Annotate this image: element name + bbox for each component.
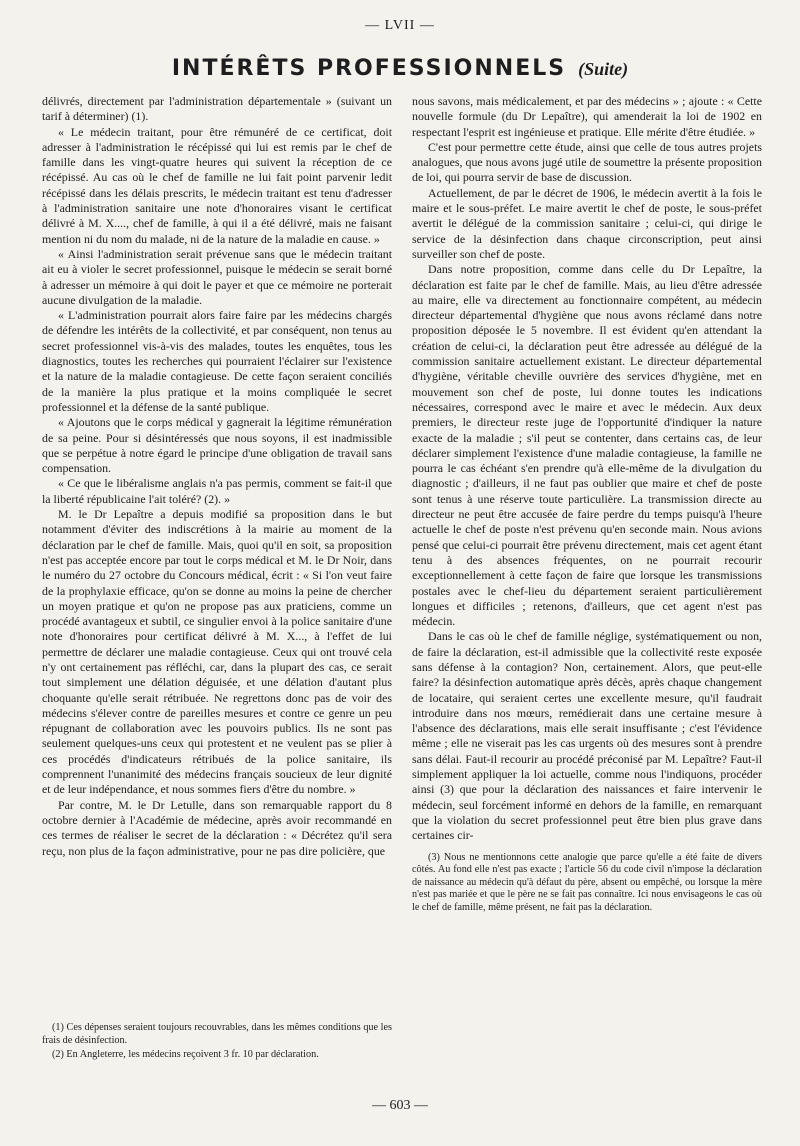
paragraph: « Ainsi l'administration serait prévenue sans que le médecin traitant ait eu à violer le secret professionnel, puisque le médecin se serait borné à adresser un mémoire à qui doit le payer et que ce mémoire ne porterait aucune divulgation de la maladie. xyxy=(42,246,392,307)
paragraph: C'est pour permettre cette étude, ainsi que celle de tous autres projets analogues, que nous avons jugé utile de soumettre la présente proposition de loi, qui pourra servir de base de discussion. xyxy=(412,139,762,185)
section-title-suffix: (Suite) xyxy=(578,59,629,79)
paragraph: « Ce que le libéralisme anglais n'a pas permis, comment se fait-il que la liberté républicaine l'ait toléré? (2). » xyxy=(42,476,392,506)
page-number-roman: — LVII — xyxy=(365,18,435,33)
paragraph: « L'administration pourrait alors faire faire par les médecins chargés de défendre les intérêts de la collectivité, et par conséquent, non tenus au secret professionnel vis-à-vis des malades, toutes les enquêtes, tous les diagnostics, toutes les recherches qui pourraient l'éclairer sur l'existence et la nature de la maladie contagieuse. De cette façon seraient conciliés de la manière la plus pratique et la moins compliquée le secret professionnel et la défense de la santé publique. xyxy=(42,308,392,414)
section-title: INTÉRÊTS PROFESSIONNELS xyxy=(171,56,567,81)
paragraph: « Le médecin traitant, pour être rémunéré de ce certificat, doit adresser à l'administration le récépissé qui lui est remis par le chef de famille dans les vingt-quatre heures qui suivent la réception de ce récépissé. Au cas où le chef de famille ne lui fait point parvenir ledit récépissé dans les délais prescrits, le médecin traitant est tenu d'adresser à l'administration sanitaire une note d'honoraires visant le certificat délivré à M. X...., chef de famille, à qui il a été délivré, mais ne faisant mention ni du nom du malade, ni de la nature de la maladie en cause. » xyxy=(42,124,392,246)
paragraph: nous savons, mais médicalement, et par des médecins » ; ajoute : « Cette nouvelle formule (du Dr Lepaître), qui amenderait la loi de 1902 en respectant l'esprit est ingénieuse et pratique. Elle mérite d'être étudiée. » xyxy=(412,94,762,139)
paragraph: M. le Dr Lepaître a depuis modifié sa proposition dans le but notamment d'éviter des indiscrétions à la mairie au moment de la déclaration par le chef de famille. Mais, quoi qu'il en soit, sa proposition n'est pas acceptée encore par tout le corps médical et M. le Dr Noir, dans le numéro du 27 octobre du Concours médical, écrit : « Si l'on veut faire de la prophylaxie efficace, qu'on se donne au moins la peine de chercher un moyen pratique et qu'on ne propose pas aux praticiens, comme un procédé avantageux et subtil, ce singulier envoi à la police sanitaire d'une note d'honoraires pour certificat délivré à M. X..., à l'effet de lui permettre de déclarer une maladie contagieuse. Ceux qui ont trouvé cela n'y ont certainement pas réfléchi, car, dans la plupart des cas, ce serait tout simplement une délation déguisée, et une délation d'autant plus choquante qu'elle serait rétribuée. Ne regrettons donc pas de voir des médecins s'élever contre de pareilles mesures et contre ce genre un peu répugnant de collaboration avec les pouvoirs publics. Ils ne sont pas seulement quelques-uns ceux qui protestent et ne veulent pas se plier à ces procédés d'indicateurs rétribués de la police sanitaire, ils comprennent l'unanimité des médecins français soucieux de leur dignité et de leur indépendance, et nous sommes fiers d'être du nombre. » xyxy=(42,507,392,797)
paragraph: Par contre, M. le Dr Letulle, dans son remarquable rapport du 8 octobre dernier à l'Académie de médecine, après avoir recommandé en ces termes de réaliser le secret de la déclaration : « Décrétez qu'il sera reçu, non plus de la façon administrative, pour ne pas dire policière, que xyxy=(42,797,392,858)
paragraph: Dans le cas où le chef de famille néglige, systématiquement ou non, de faire la déclaration, est-il admissible que la collectivité reste exposée sans défense à la contagion? Non, certainement. Alors, que peut-elle faire? la désinfection automatique après décès, après chaque changement de locataire, qui seraient certes une excellente mesure, qu'il faudrait introduire dans nos mœurs, remédierait dans une certaine mesure à l'absence des déclarations, mais elle serait insuffisante ; c'est l'évidence même ; elle ne viserait pas les cas urgents où des mesures sont à prendre sans délai. Faut-il recourir au procédé préconisé par M. Lepaître? Faut-il simplement appliquer la loi actuelle, comme nous l'indiquons, procéder ainsi (3) que pour la déclaration des naissances et faire intervenir le médecin, seul forcément informé en dehors de la famille, en remarquant que la violation du secret professionnel peut être bien plus grave dans certaines cir- xyxy=(412,629,762,843)
paragraph: Dans notre proposition, comme dans celle du Dr Lepaître, la déclaration est faite par le chef de famille. Mais, au lieu d'être adressée au maire, elle va directement au fonctionnaire compétent, au médecin directeur départemental d'hygiène que nous avons réclamé dans notre proposition déposée le 5 novembre. Il est évident qu'en attendant la création de celui-ci, la déclaration peut être adressée au délégué de la commission sanitaire actuellement existant. Le directeur départemental d'hygiène, véritable cheville ouvrière des services d'hygiène, met en mouvement son chef de poste, lui donne toutes les indications nécessaires, correspond avec le maire et avec le médecin. Aux deux premiers, le directeur reste juge de l'opportunité d'indiquer la nature exacte de la maladie ; s'il peut se contenter, dans certains cas, de leur déclarer simplement l'existence d'une maladie contagieuse, la famille ne pourra le cas échéant s'en prendre qu'à elle-même de la divulgation du diagnostic ; d'ailleurs, il ne faut pas oublier que maire et chef de poste sont tenus à une réserve toute particulière. La transmission directe au directeur ne peut être accusée de faire perdre du temps puisqu'à l'heure actuelle le chef de poste n'est prévenu qu'en seconde main. Nous avions pensé que celui-ci pourrait être prévenu directement, mais cet agent étant tenu à des absences fréquentes, on ne pourrait recourir exceptionnellement à cette façon de faire que lorsque les transmissions postales avec le chef-lieu du département seraient particulièrement longues et difficiles ; retenons, d'ailleurs, que cet agent n'est pas médecin. xyxy=(412,262,762,629)
footnote: (2) En Angleterre, les médecins reçoivent 3 fr. 10 par déclaration. xyxy=(52,1049,319,1061)
paragraph: « Ajoutons que le corps médical y gagnerait la légitime rémunération de sa peine. Pour si désintéressés que nous soyons, il est inadmissible que se perpétue à notre égard le principe d'une obligation de travail sans compensation. xyxy=(42,415,392,476)
right-column xyxy=(412,94,762,1006)
page-title xyxy=(0,56,800,81)
footnote: (3) Nous ne mentionnons cette analogie que parce qu'elle a été faite de divers côtés. Au fond elle n'est pas exacte ; l'article 56 du code civil n'impose la déclaration de naissance au médecin qu'à défaut du père, absent ou empêché, ou lorsque la mère n'est pas mariée et que le père ne se fait pas connaître. Ici nous envisageons le cas où le chef de famille, même présent, ne fait pas la déclaration. xyxy=(412,851,762,913)
paragraph: délivrés, directement par l'administration départementale » (suivant un tarif à déterminer) (1). xyxy=(42,94,392,124)
footnote: (1) Ces dépenses seraient toujours recouvrables, dans les mêmes conditions que les frais de désinfection. xyxy=(42,1022,392,1046)
paragraph: Actuellement, de par le décret de 1906, le médecin avertit à la fois le maire et le sous-préfet. Le maire avertit le chef de poste, le sous-préfet avertit le délégué de la commission sanitaire ; celui-ci, qui dirige le service de la désinfection dans chaque circonscription, peut ainsi surveiller son chef de poste. xyxy=(412,185,762,261)
left-footnotes xyxy=(42,1022,392,1064)
page-number: — 603 — xyxy=(372,1098,428,1113)
left-column xyxy=(42,94,392,1006)
